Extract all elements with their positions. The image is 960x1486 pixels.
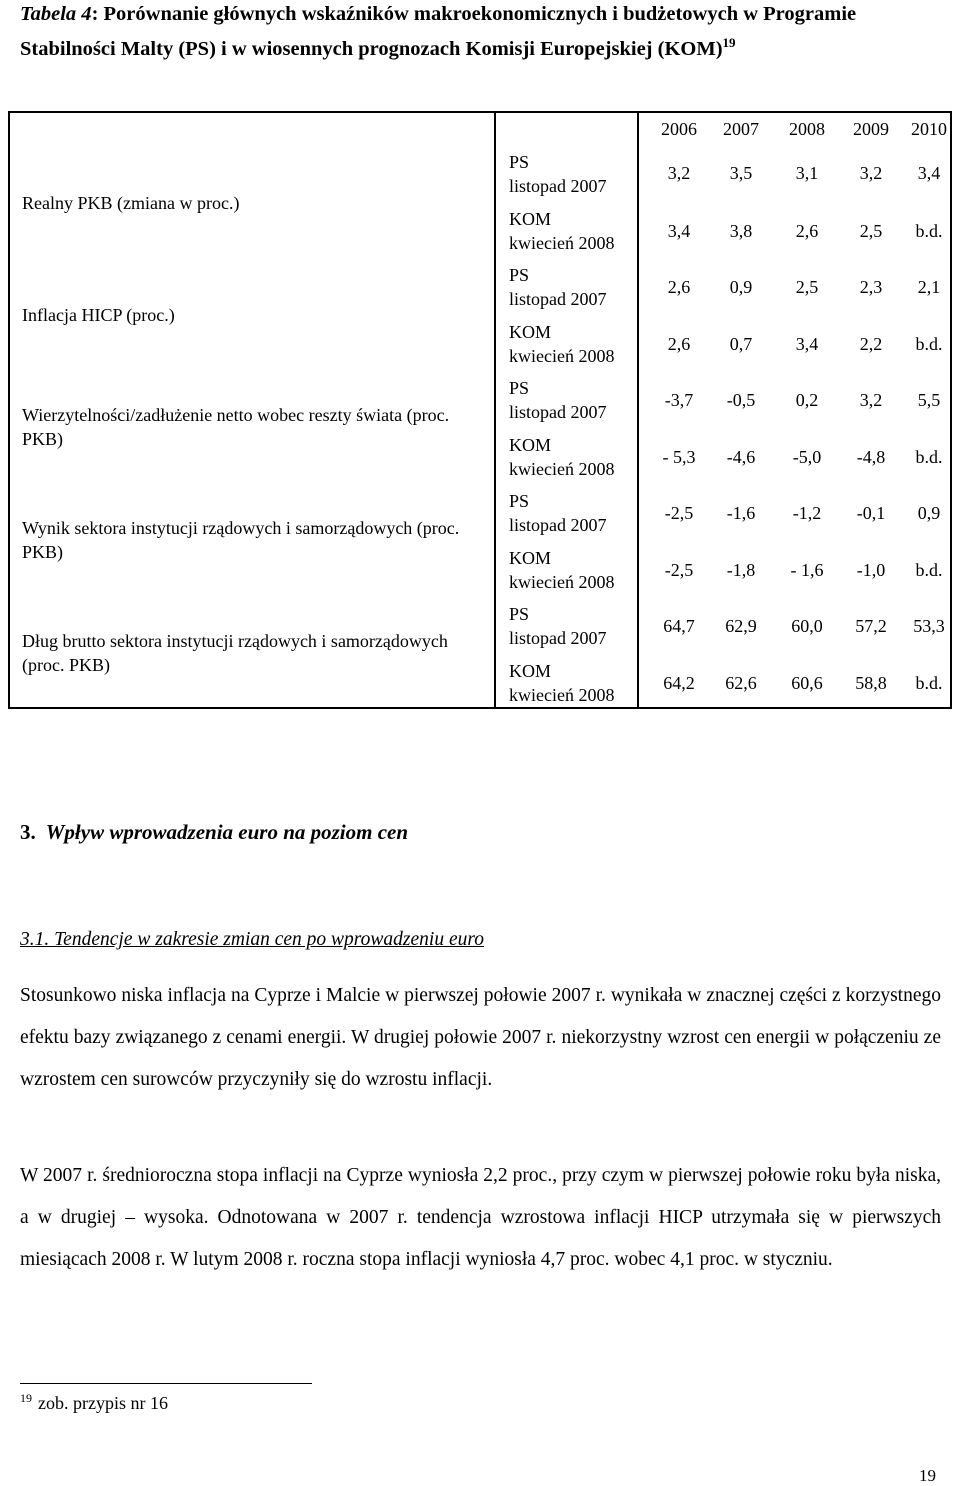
table-cell: -0,1 (856, 503, 886, 523)
table-cell: -5,0 (792, 447, 822, 467)
source-date: kwiecień 2008 (509, 685, 615, 705)
caption-colon: : (91, 3, 99, 25)
source-label (509, 602, 607, 650)
table-cell: 2,6 (795, 221, 819, 241)
source-date: kwiecień 2008 (509, 346, 615, 366)
source-name: PS (509, 378, 530, 398)
table-cell: 60,6 (791, 673, 823, 693)
source-label (509, 659, 614, 707)
caption-label: Tabela 4 (20, 3, 92, 25)
table-cell: 0,9 (729, 277, 753, 297)
table-cell: 3,2 (859, 390, 883, 410)
table-cell: 3,2 (667, 163, 691, 183)
table-cell: -2,5 (664, 503, 694, 523)
source-name: PS (509, 265, 530, 285)
year-cell: 2009 (853, 119, 889, 139)
table-cell: -1,6 (726, 503, 756, 523)
table-cell: 64,2 (663, 673, 695, 693)
source-name: KOM (509, 548, 552, 568)
source-date: listopad 2007 (509, 628, 607, 648)
source-label (509, 489, 607, 537)
table-cell: -3,7 (664, 390, 694, 410)
category-label: Wierzytelności/zadłużenie netto wobec reszty świata (proc. PKB) (22, 405, 450, 449)
source-name: KOM (509, 209, 552, 229)
source-date: kwiecień 2008 (509, 459, 615, 479)
subsection-heading: 3.1. Tendencje w zakresie zmian cen po wprowadzeniu euro (20, 929, 484, 950)
section-number: 3. (20, 820, 36, 844)
table-cell: 0,9 (917, 503, 941, 523)
table-caption (20, 0, 945, 63)
footnote (20, 1391, 168, 1414)
table-cell: b.d. (915, 447, 943, 467)
table-cell: 3,4 (795, 334, 819, 354)
year-cell: 2010 (911, 119, 947, 139)
footnote-text: zob. przypis nr 16 (38, 1393, 168, 1413)
table-cell: 2,1 (917, 277, 941, 297)
table-cell: 0,7 (729, 334, 753, 354)
table-cell: 2,2 (859, 334, 883, 354)
table-cell: 3,8 (729, 221, 753, 241)
source-date: listopad 2007 (509, 176, 607, 196)
source-label (509, 546, 614, 594)
indicators-table (8, 111, 952, 709)
table-cell: 2,5 (859, 221, 883, 241)
table-cell: -1,2 (792, 503, 822, 523)
category-label: Inflacja HICP (proc.) (22, 305, 175, 325)
table-cell: b.d. (915, 221, 943, 241)
source-label (509, 263, 607, 311)
table-cell: - 5,3 (662, 447, 696, 467)
table-cell: 53,3 (913, 616, 945, 636)
table-cell: 2,6 (667, 334, 691, 354)
section-title: Wpływ wprowadzenia euro na poziom cen (45, 820, 409, 844)
table-cell: 2,5 (795, 277, 819, 297)
table-divider (637, 113, 639, 707)
section-heading (20, 820, 408, 845)
table-cell: 57,2 (855, 616, 887, 636)
table-divider (494, 113, 496, 707)
paragraph: W 2007 r. średnioroczna stopa inflacji na Cyprze wyniosła 2,2 proc., przy czym w pierwszej połowie roku była niska, a w drugiej – wysoka. Odnotowana w 2007 r. tendencja wzrostowa inflacji HICP utrzymała się w pierwszych miesiącach 2008 r. W lutym 2008 r. roczna stopa inflacji wyniosła 4,7 proc. wobec 4,1 proc. w styczniu. (20, 1165, 941, 1271)
table-cell: 3,4 (917, 163, 941, 183)
source-date: kwiecień 2008 (509, 572, 615, 592)
source-date: listopad 2007 (509, 515, 607, 535)
source-label (509, 433, 614, 481)
table-cell: b.d. (915, 560, 943, 580)
table-cell: 0,2 (795, 390, 819, 410)
table-cell: -2,5 (664, 560, 694, 580)
table-cell: -0,5 (726, 390, 756, 410)
footnote-separator (20, 1383, 312, 1384)
source-label (509, 320, 614, 368)
table-cell: -4,6 (726, 447, 756, 467)
year-cell: 2006 (661, 119, 697, 139)
caption-text: Porównanie głównych wskaźników makroekonomicznych i budżetowych w Programie Stabilności Malty (PS) i w wiosennych prognozach Komisji Europejskiej (KOM) (20, 3, 857, 60)
footnote-number: 19 (20, 1391, 32, 1405)
table-cell: 3,5 (729, 163, 753, 183)
category-label: Wynik sektora instytucji rządowych i samorządowych (proc. PKB) (22, 518, 460, 562)
table-cell: 3,1 (795, 163, 819, 183)
table-cell: 2,6 (667, 277, 691, 297)
table-cell: 62,9 (725, 616, 757, 636)
table-cell: 3,4 (667, 221, 691, 241)
table-cell: 60,0 (791, 616, 823, 636)
source-name: KOM (509, 661, 552, 681)
table-cell: b.d. (915, 673, 943, 693)
category-label: Dług brutto sektora instytucji rządowych i samorządowych (proc. PKB) (22, 631, 448, 675)
paragraph: Stosunkowo niska inflacja na Cyprze i Malcie w pierwszej połowie 2007 r. wynikała w znacznej części z korzystnego efektu bazy związanego z cenami energii. W drugiej połowie 2007 r. niekorzystny wzrost cen energii w połączeniu ze wzrostem cen surowców przyczyniły się do wzrostu inflacji. (20, 985, 941, 1091)
table-cell: - 1,6 (790, 560, 824, 580)
category-label: Realny PKB (zmiana w proc.) (22, 193, 240, 213)
year-cell: 2008 (789, 119, 825, 139)
source-label (509, 376, 607, 424)
table-cell: 2,3 (859, 277, 883, 297)
table-cell: 62,6 (725, 673, 757, 693)
source-date: listopad 2007 (509, 402, 607, 422)
source-name: KOM (509, 435, 552, 455)
table-cell: 5,5 (917, 390, 941, 410)
table-cell: -1,0 (856, 560, 886, 580)
table-cell: 3,2 (859, 163, 883, 183)
source-name: PS (509, 604, 530, 624)
source-label (509, 207, 614, 255)
source-date: listopad 2007 (509, 289, 607, 309)
table-cell: 64,7 (663, 616, 695, 636)
table-cell: -1,8 (726, 560, 756, 580)
source-name: KOM (509, 322, 552, 342)
table-cell: b.d. (915, 334, 943, 354)
year-cell: 2007 (723, 119, 759, 139)
source-name: PS (509, 491, 530, 511)
table-cell: 58,8 (855, 673, 887, 693)
source-date: kwiecień 2008 (509, 233, 615, 253)
page-number: 19 (919, 1466, 936, 1485)
source-name: PS (509, 152, 530, 172)
table-cell: -4,8 (856, 447, 886, 467)
source-label (509, 150, 607, 198)
caption-footnote-ref: 19 (722, 34, 736, 50)
